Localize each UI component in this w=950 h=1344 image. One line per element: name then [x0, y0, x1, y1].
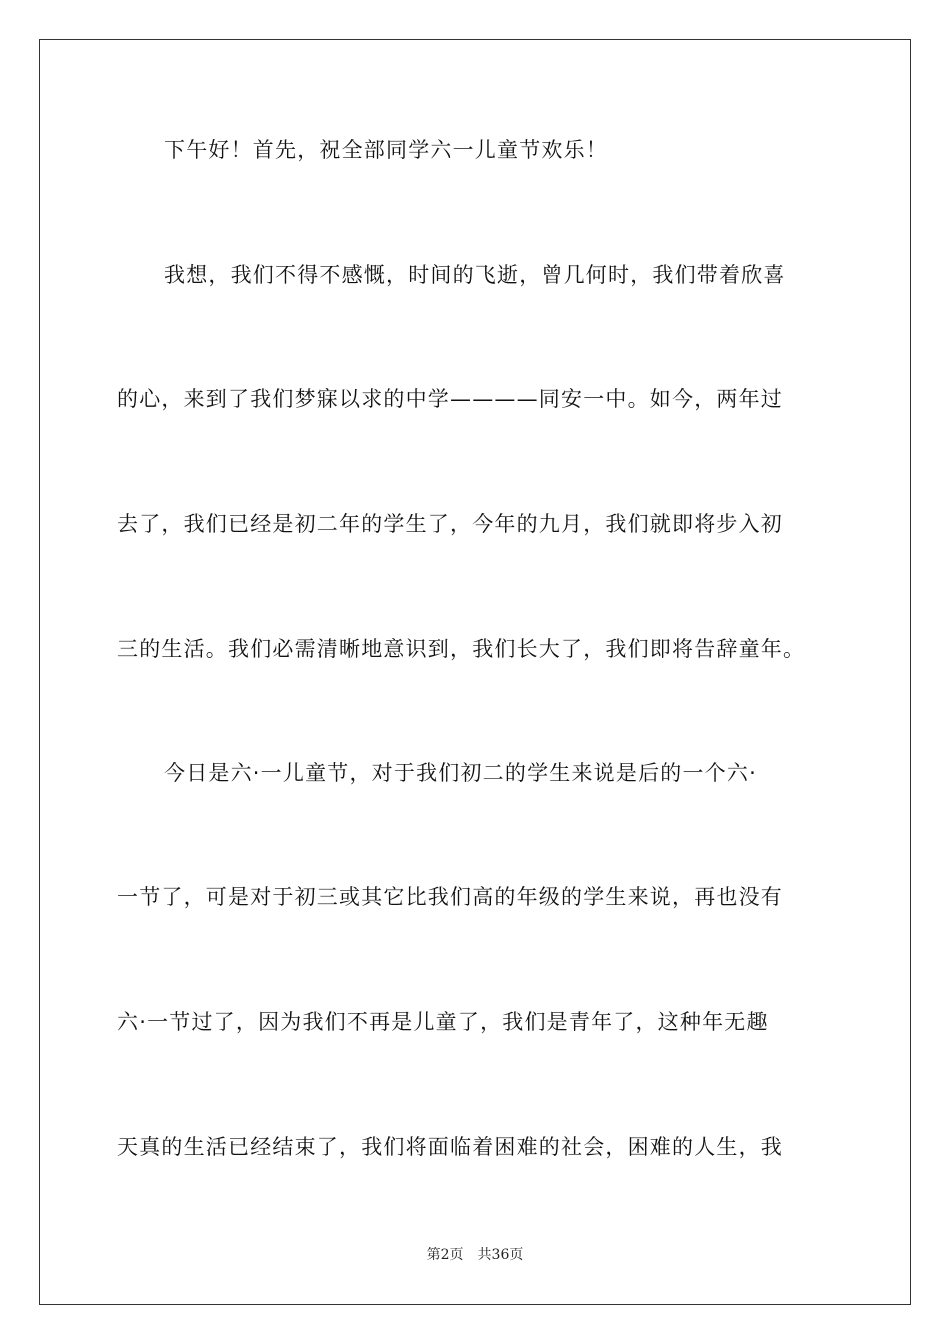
page-number: 第2页 — [426, 1247, 464, 1263]
paragraph-line-3: 的心，来到了我们梦寐以求的中学————同安一中。如今，两年过 — [117, 387, 783, 411]
paragraph-line-1: 下午好！首先，祝全部同学六一儿童节欢乐！ — [164, 138, 608, 162]
page-total: 共36页 — [477, 1247, 524, 1263]
paragraph-line-7: 一节了，可是对于初三或其它比我们高的年级的学生来说，再也没有 — [117, 885, 783, 909]
paragraph-line-6: 今日是六·一儿童节，对于我们初二的学生来说是后的一个六· — [164, 761, 757, 785]
page-footer — [0, 1245, 950, 1265]
paragraph-line-9: 天真的生活已经结束了，我们将面临着困难的社会，困难的人生，我 — [117, 1135, 783, 1159]
paragraph-line-8: 六·一节过了，因为我们不再是儿童了，我们是青年了，这种年无趣 — [117, 1010, 769, 1034]
page-border — [39, 39, 911, 1305]
paragraph-line-2: 我想，我们不得不感慨，时间的飞逝，曾几何时，我们带着欣喜 — [164, 263, 786, 287]
paragraph-line-4: 去了，我们已经是初二年的学生了，今年的九月，我们就即将步入初 — [117, 512, 783, 536]
paragraph-line-5: 三的生活。我们必需清晰地意识到，我们长大了，我们即将告辞童年。 — [117, 637, 806, 661]
